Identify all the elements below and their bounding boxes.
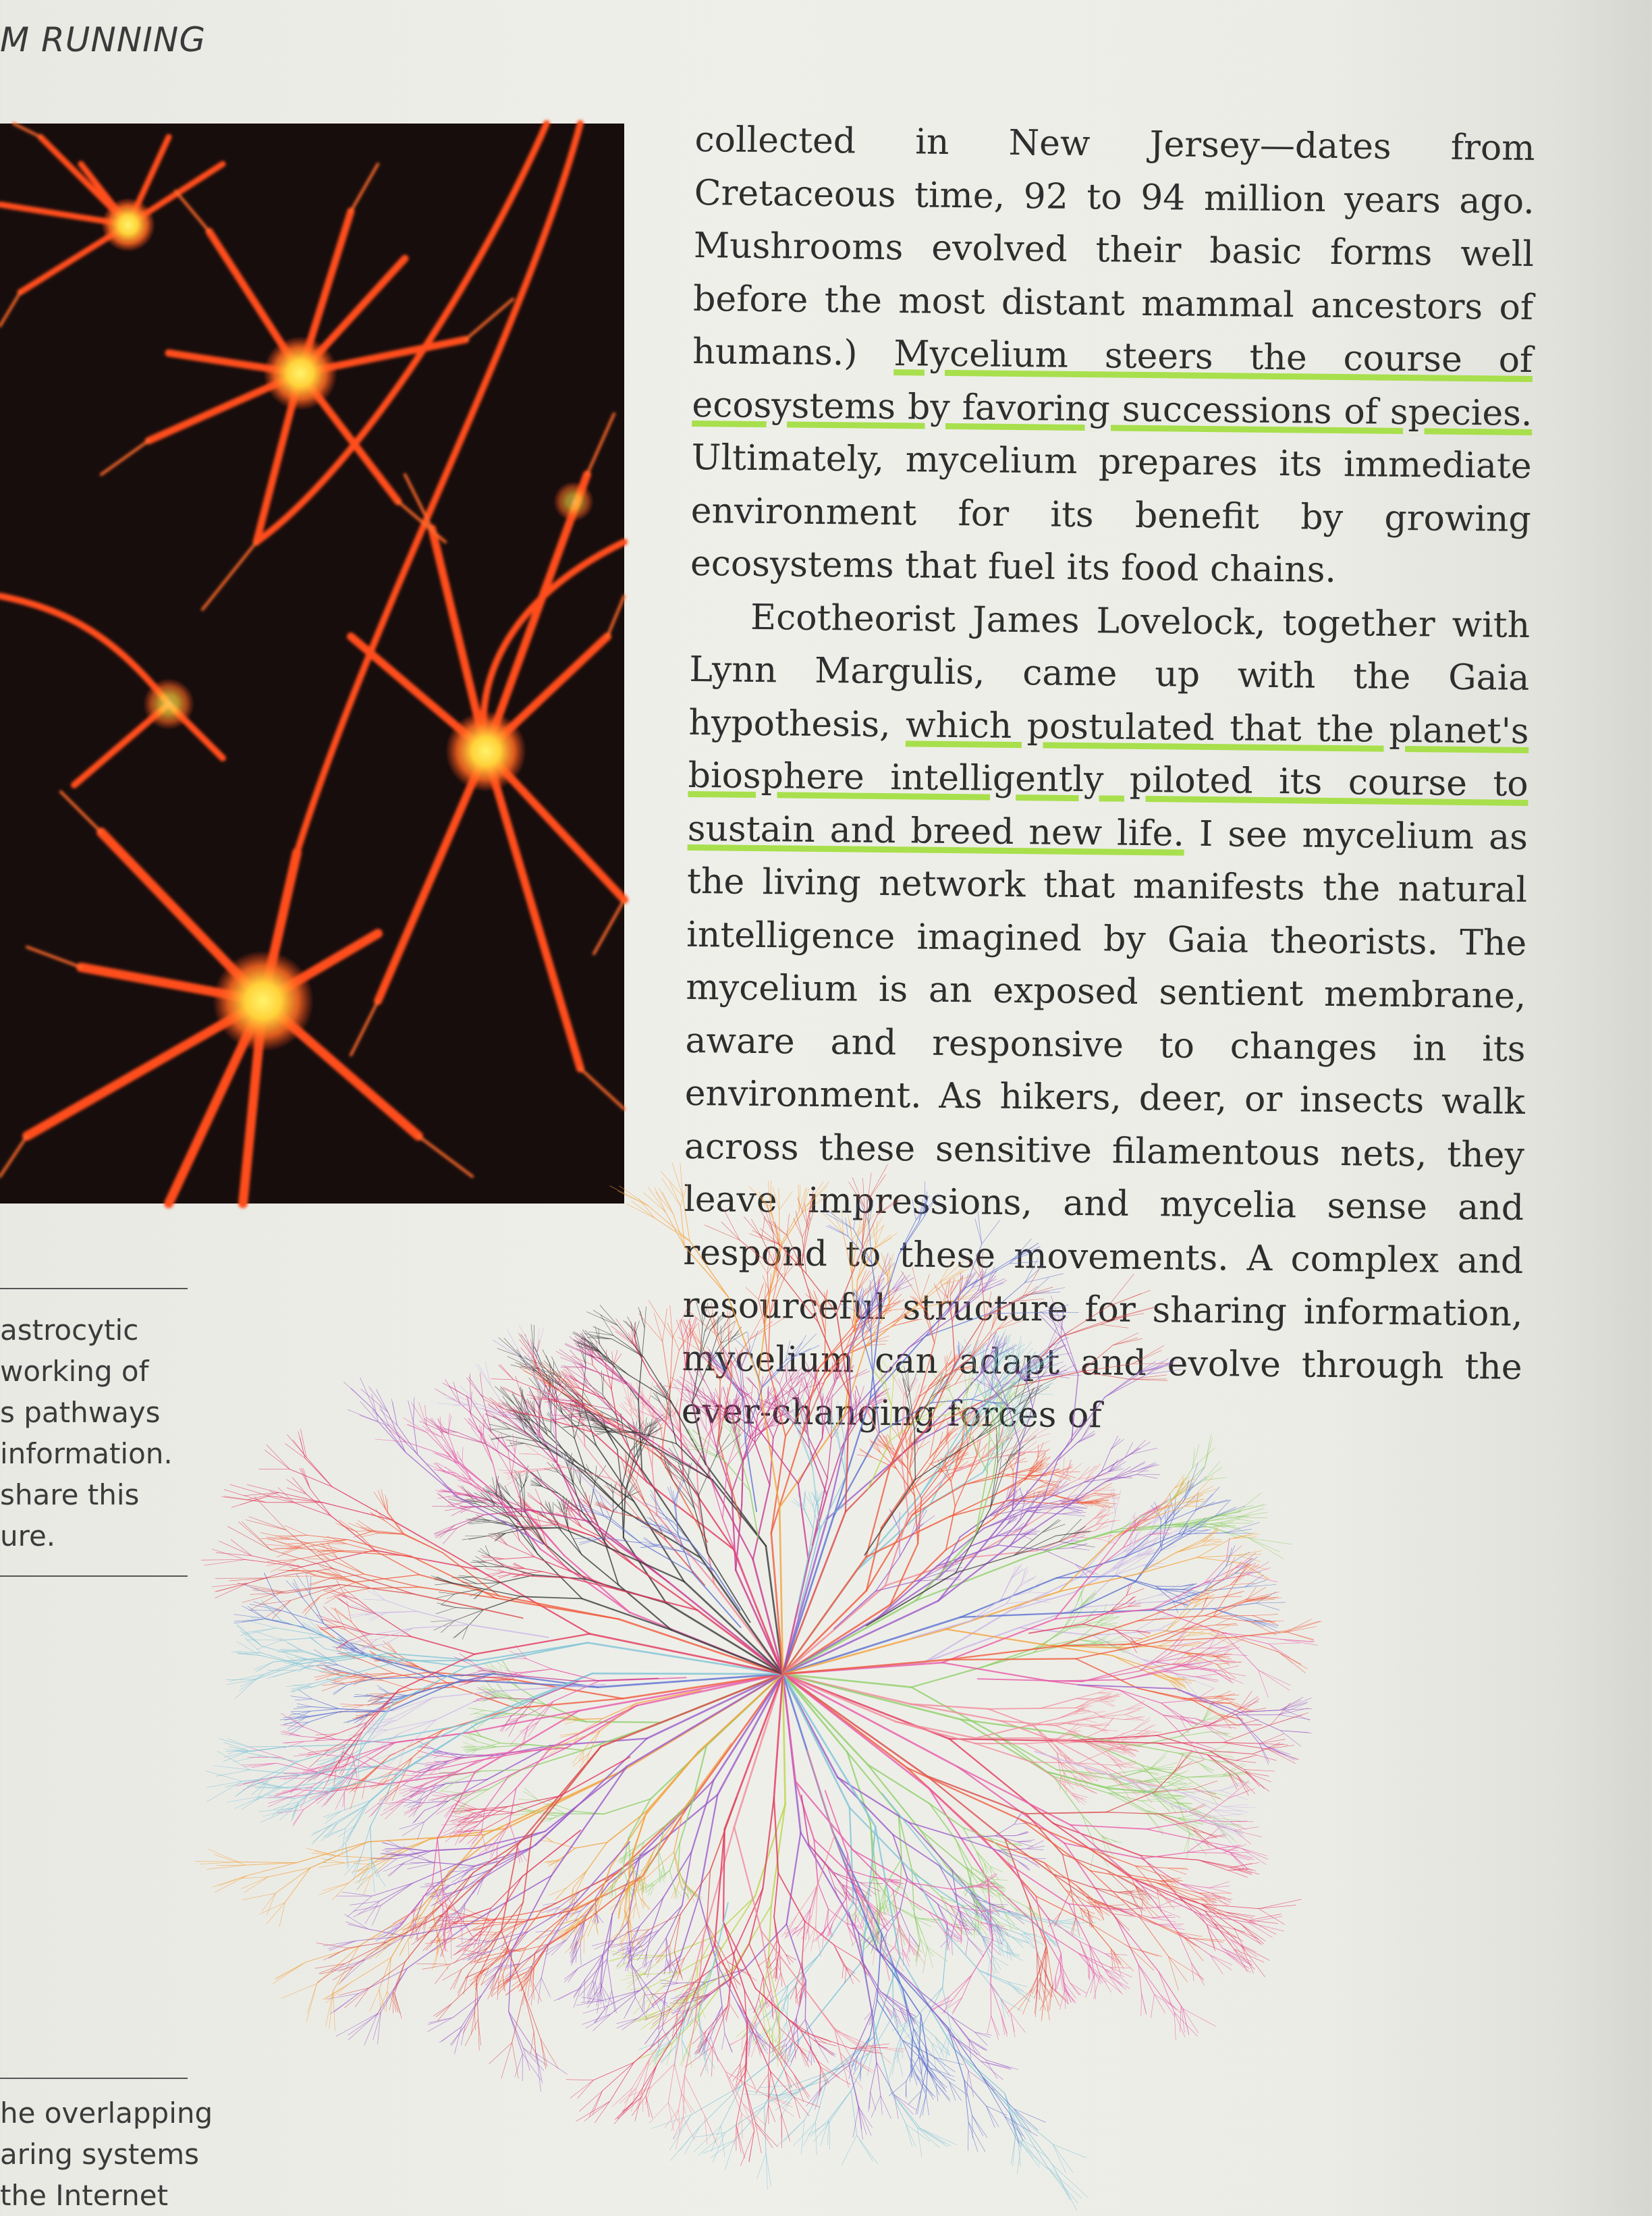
- paragraph-1-lead: collected in New Jersey—dates from Cretaceous time, 92 to 94 million years ago. Mushrooms evolved their basic forms well before the most distant mammal ancestors of humans.): [692, 119, 1535, 374]
- neuron-caption: [0, 1309, 186, 1557]
- caption-line: share this: [0, 1474, 186, 1515]
- caption-1-top-rule: [0, 1288, 188, 1289]
- highlighted-passage-2: which postulated that the planet's biosphere intelligently piloted its course to sustain and breed new life.: [688, 705, 1529, 854]
- neuron-photo: [0, 124, 624, 1204]
- caption-1-bottom-rule: [0, 1575, 188, 1577]
- caption-2-top-rule: [0, 2078, 188, 2079]
- caption-line: ure.: [0, 1515, 186, 1557]
- caption-line: s pathways: [0, 1392, 186, 1433]
- paragraph-1: [690, 113, 1535, 599]
- caption-line: aring systems: [0, 2134, 186, 2175]
- running-head: M RUNNING: [0, 20, 206, 59]
- highlighted-passage-1: Mycelium steers the course of ecosystems by favoring successions of species.: [692, 333, 1533, 433]
- caption-line: working of: [0, 1351, 186, 1392]
- internet-map-graphic: [189, 1296, 1512, 2203]
- caption-line: information.: [0, 1433, 186, 1474]
- caption-line: the Internet: [0, 2175, 186, 2216]
- caption-line: astrocytic: [0, 1309, 186, 1351]
- paragraph-2-lead: Ecotheorist James Lovelock, together with Lynn Margulis, came up with the Gaia hypothesis,: [688, 597, 1530, 745]
- body-text: [681, 113, 1535, 1447]
- internet-caption: [0, 2092, 186, 2216]
- caption-line: he overlapping: [0, 2092, 186, 2134]
- paragraph-1-tail: Ultimately, mycelium prepares its immediate environment for its benefit by growing ecosystems that fuel its food chains.: [690, 437, 1532, 591]
- paragraph-2-tail: I see mycelium as the living network that manifests the natural intelligence imagined by Gaia theorists. The mycelium is an exposed sentient membrane, aware and responsive to changes in its environment. As hikers, deer, or insects walk across these sensitive filamentous nets, they leave impressions, and mycelia sense and respond to these movements. A complex and resourceful structure for sharing information, mycelium can adapt and evolve through the ever-changing forces of: [682, 813, 1529, 1436]
